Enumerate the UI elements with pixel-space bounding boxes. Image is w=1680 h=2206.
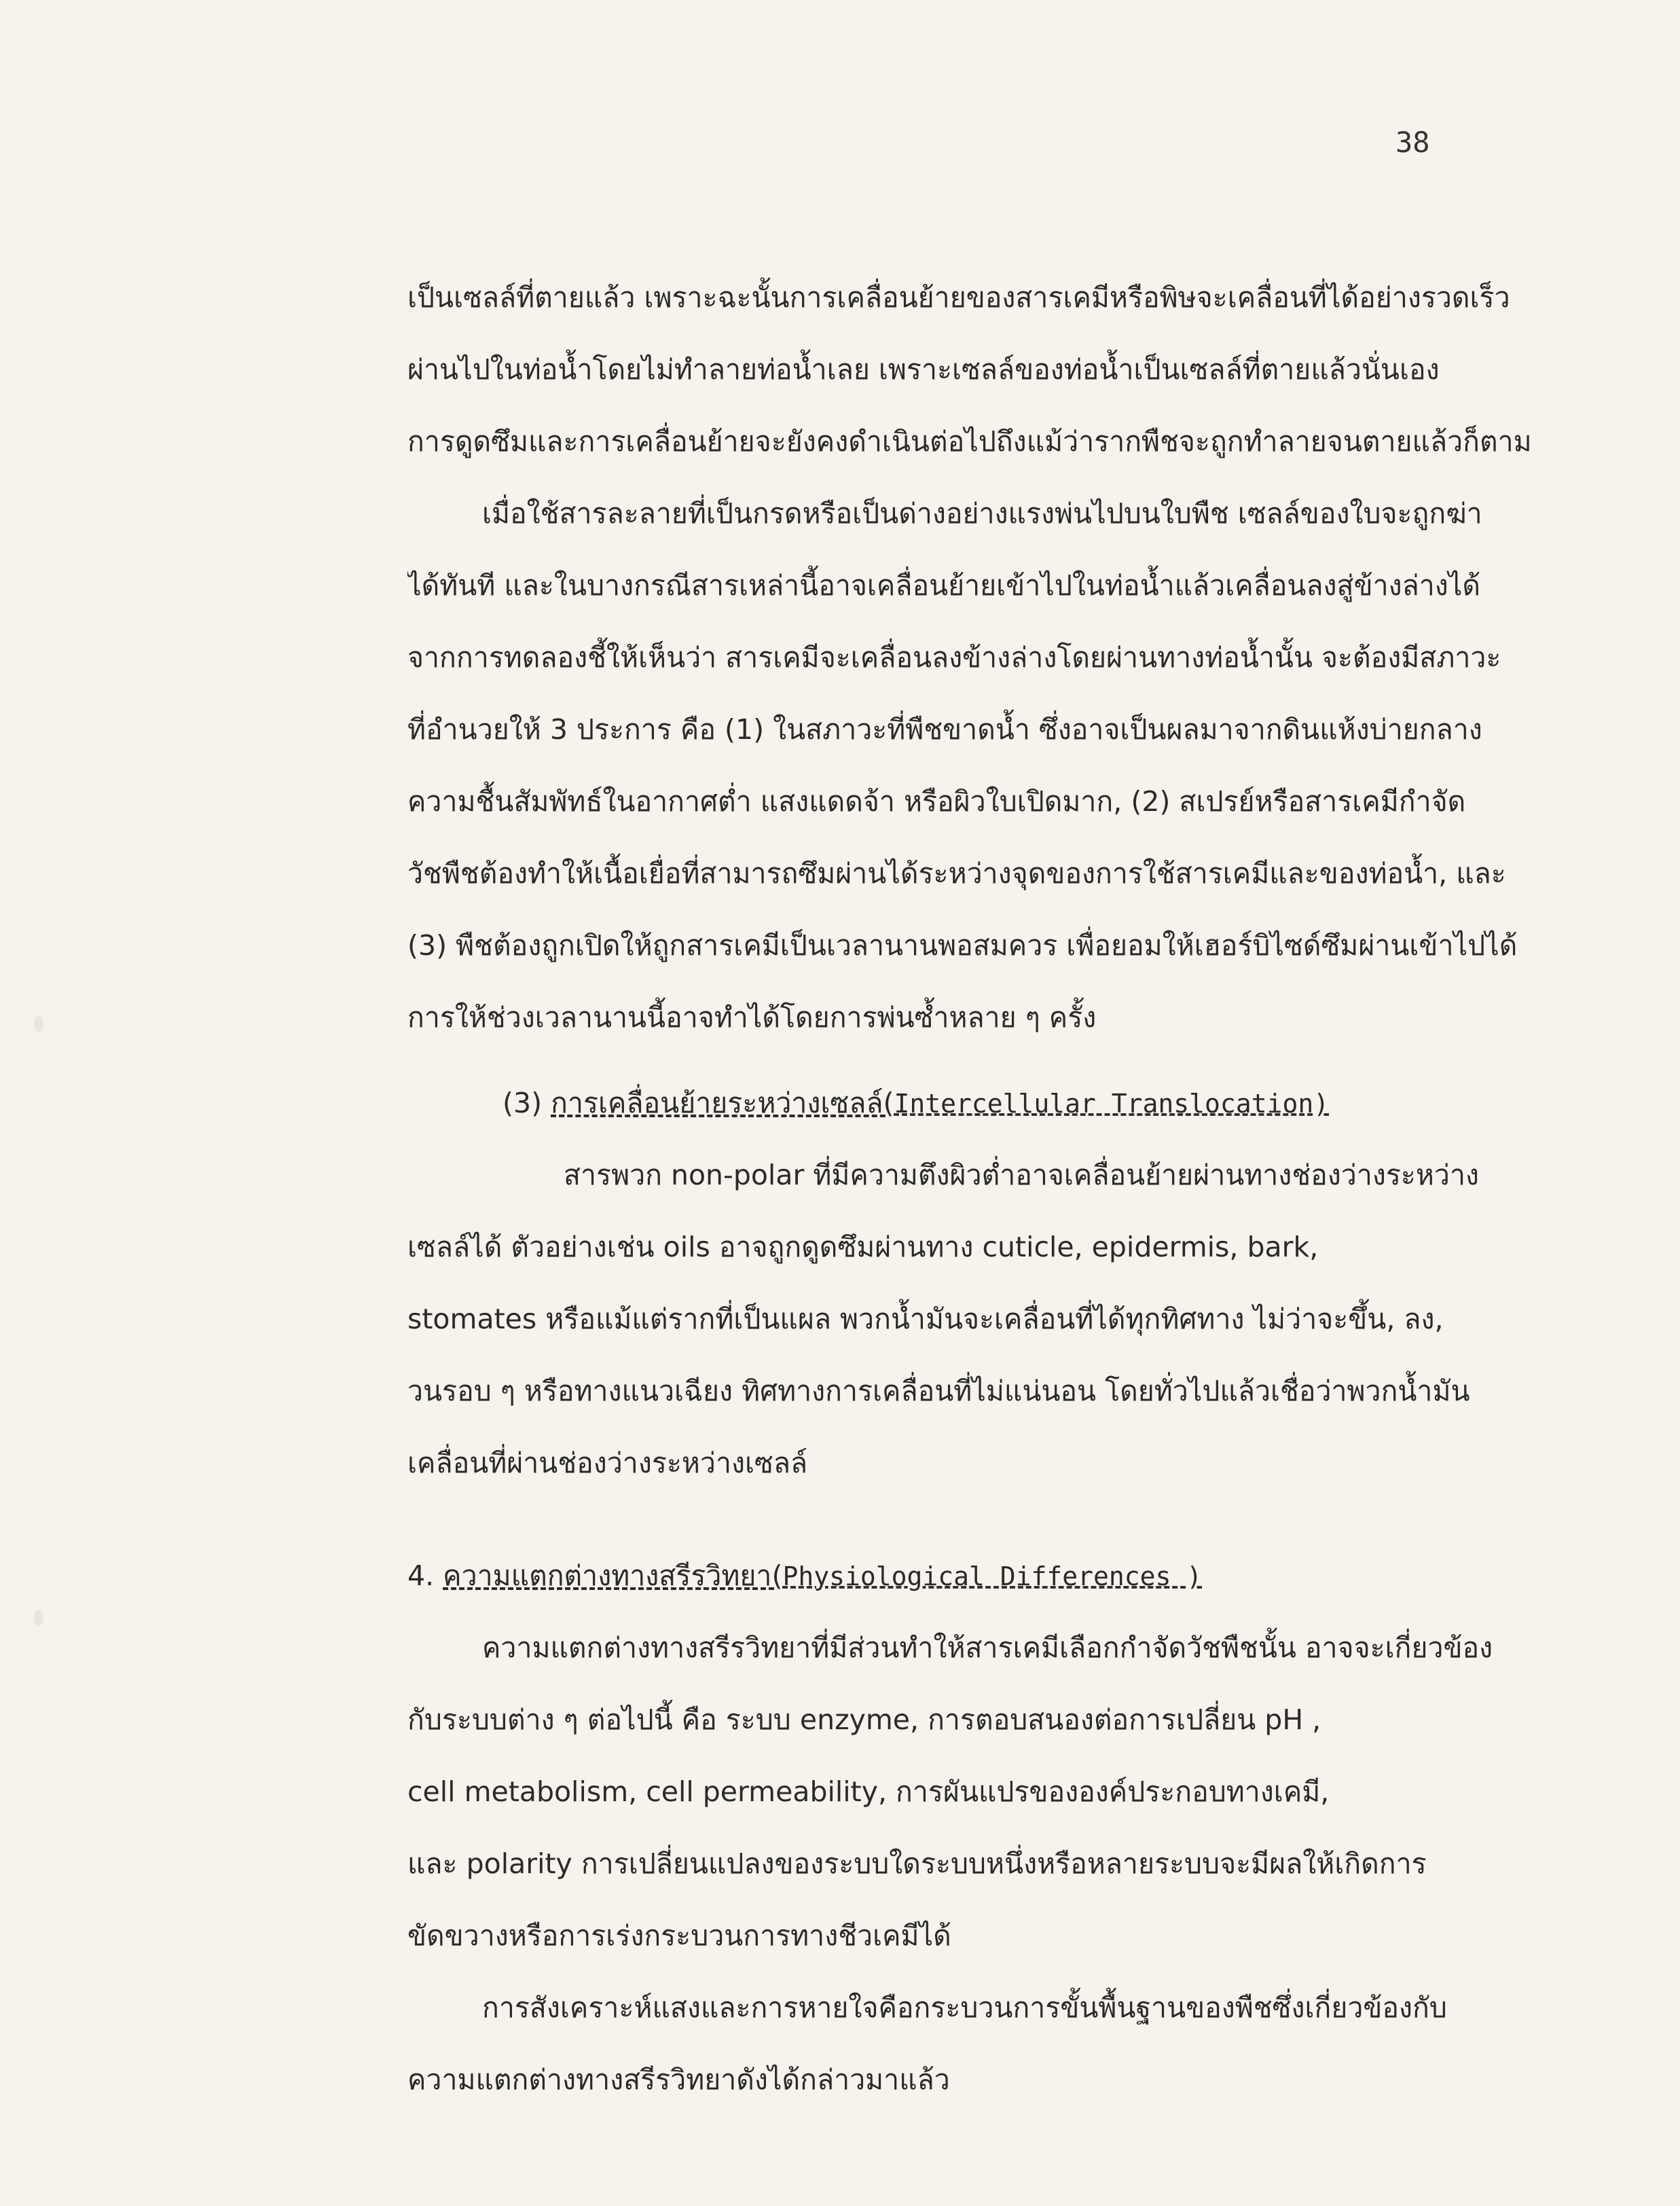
text-line: ที่อำนวยให้ 3 ประการ คือ (1) ในสภาวะที่พืชขาดน้ำ ซึ่งอาจเป็นผลมาจากดินแห้งบ่ายกลาง [407,713,1482,746]
text-line: กับระบบต่าง ๆ ต่อไปนี้ คือ ระบบ enzyme, การตอบสนองต่อการเปลี่ยน pH , [407,1703,1321,1736]
text-line: และ polarity การเปลี่ยนแปลงของระบบใดระบบหนึ่งหรือหลายระบบจะมีผลให้เกิดการ [407,1847,1427,1880]
text-line: วนรอบ ๆ หรือทางแนวเฉียง ทิศทางการเคลื่อนที่ไม่แน่นอน โดยทั่วไปแล้วเชื่อว่าพวกน้ำมัน [407,1375,1470,1407]
section-heading [407,1067,1589,1139]
text-line: stomates หรือแม้แต่รากที่เป็นแผล พวกน้ำมันจะเคลื่อนที่ได้ทุกทิศทาง ไม่ว่าจะขึ้น, ลง, [407,1303,1444,1335]
text-line: cell metabolism, cell permeability, การผันแปรขององค์ประกอบทางเคมี, [407,1775,1330,1808]
text-line: ขัดขวางหรือการเร่งกระบวนการทางชีวเคมีได้ [407,1919,951,1952]
text-line: ความแตกต่างทางสรีรวิทยาที่มีส่วนทำให้สารเคมีเลือกกำจัดวัชพืชนั้น อาจจะเกี่ยวข้อง [482,1631,1493,1664]
section-number: 4. [407,1559,435,1592]
text-line: การสังเคราะห์แสงและการหายใจคือกระบวนการขั้นพื้นฐานของพืชซึ่งเกี่ยวข้องกับ [482,1991,1447,2024]
section-title-english: Physiological Differences ) [782,1561,1203,1591]
text-line: วัชพืชต้องทำให้เนื้อเยื่อที่สามารถซึมผ่านได้ระหว่างจุดของการใช้สารเคมีและของท่อน้ำ, และ [407,857,1506,890]
binding-hole [34,1610,43,1626]
section-title-thai: ความแตกต่างทางสรีรวิทยา( [443,1559,783,1592]
text-line: จากการทดลองชี้ให้เห็นว่า สารเคมีจะเคลื่อนลงข้างล่างโดยผ่านทางท่อน้ำนั้น จะต้องมีสภาวะ [407,641,1501,674]
text-line: การดูดซึมและการเคลื่อนย้ายจะยังคงดำเนินต่อไปถึงแม้ว่ารากพืชจะถูกทำลายจนตายแล้วก็ตาม [407,425,1532,458]
section-title-english: Intercellular Translocation) [894,1089,1330,1119]
text-line: ได้ทันที และในบางกรณีสารเหล่านี้อาจเคลื่อนย้ายเข้าไปในท่อน้ำแล้วเคลื่อนลงสู่ข้างล่างได้ [407,569,1481,602]
text-line: เป็นเซลล์ที่ตายแล้ว เพราะฉะนั้นการเคลื่อนย้ายของสารเคมีหรือพิษจะเคลื่อนที่ได้อย่างรวดเร็ว [407,281,1510,314]
text-line: ผ่านไปในท่อน้ำโดยไม่ทำลายท่อน้ำเลย เพราะเซลล์ของท่อน้ำเป็นเซลล์ที่ตายแล้วนั่นเอง [407,353,1440,386]
body-text [407,261,1589,2116]
text-line: การให้ช่วงเวลานานนี้อาจทำได้โดยการพ่นซ้ำหลาย ๆ ครั้ง [407,1001,1097,1034]
text-line: เซลล์ได้ ตัวอย่างเช่น oils อาจถูกดูดซึมผ่านทาง cuticle, epidermis, bark, [407,1231,1319,1263]
page-number: 38 [1395,126,1430,159]
text-line: ความแตกต่างทางสรีรวิทยาดังได้กล่าวมาแล้ว [407,2063,950,2096]
text-line: (3) พืชต้องถูกเปิดให้ถูกสารเคมีเป็นเวลานานพอสมควร เพื่อยอมให้เฮอร์บิไซด์ซึมผ่านเข้าไปได้ [407,929,1518,962]
text-line: เคลื่อนที่ผ่านช่องว่างระหว่างเซลล์ [407,1447,808,1479]
section-number: (3) [503,1087,543,1119]
section-title-thai: การเคลื่อนย้ายระหว่างเซลล์( [551,1087,894,1119]
text-line: เมื่อใช้สารละลายที่เป็นกรดหรือเป็นด่างอย่างแรงพ่นไปบนใบพืช เซลล์ของใบจะถูกฆ่า [482,497,1482,530]
binding-hole [34,1015,43,1032]
text-line: สารพวก non-polar ที่มีความตึงผิวต่ำอาจเคลื่อนย้ายผ่านทางช่องว่างระหว่าง [564,1159,1479,1191]
section-heading [407,1540,1589,1612]
text-line: ความชื้นสัมพัทธ์ในอากาศต่ำ แสงแดดจ้า หรือผิวใบเปิดมาก, (2) สเปรย์หรือสารเคมีกำจัด [407,785,1466,818]
